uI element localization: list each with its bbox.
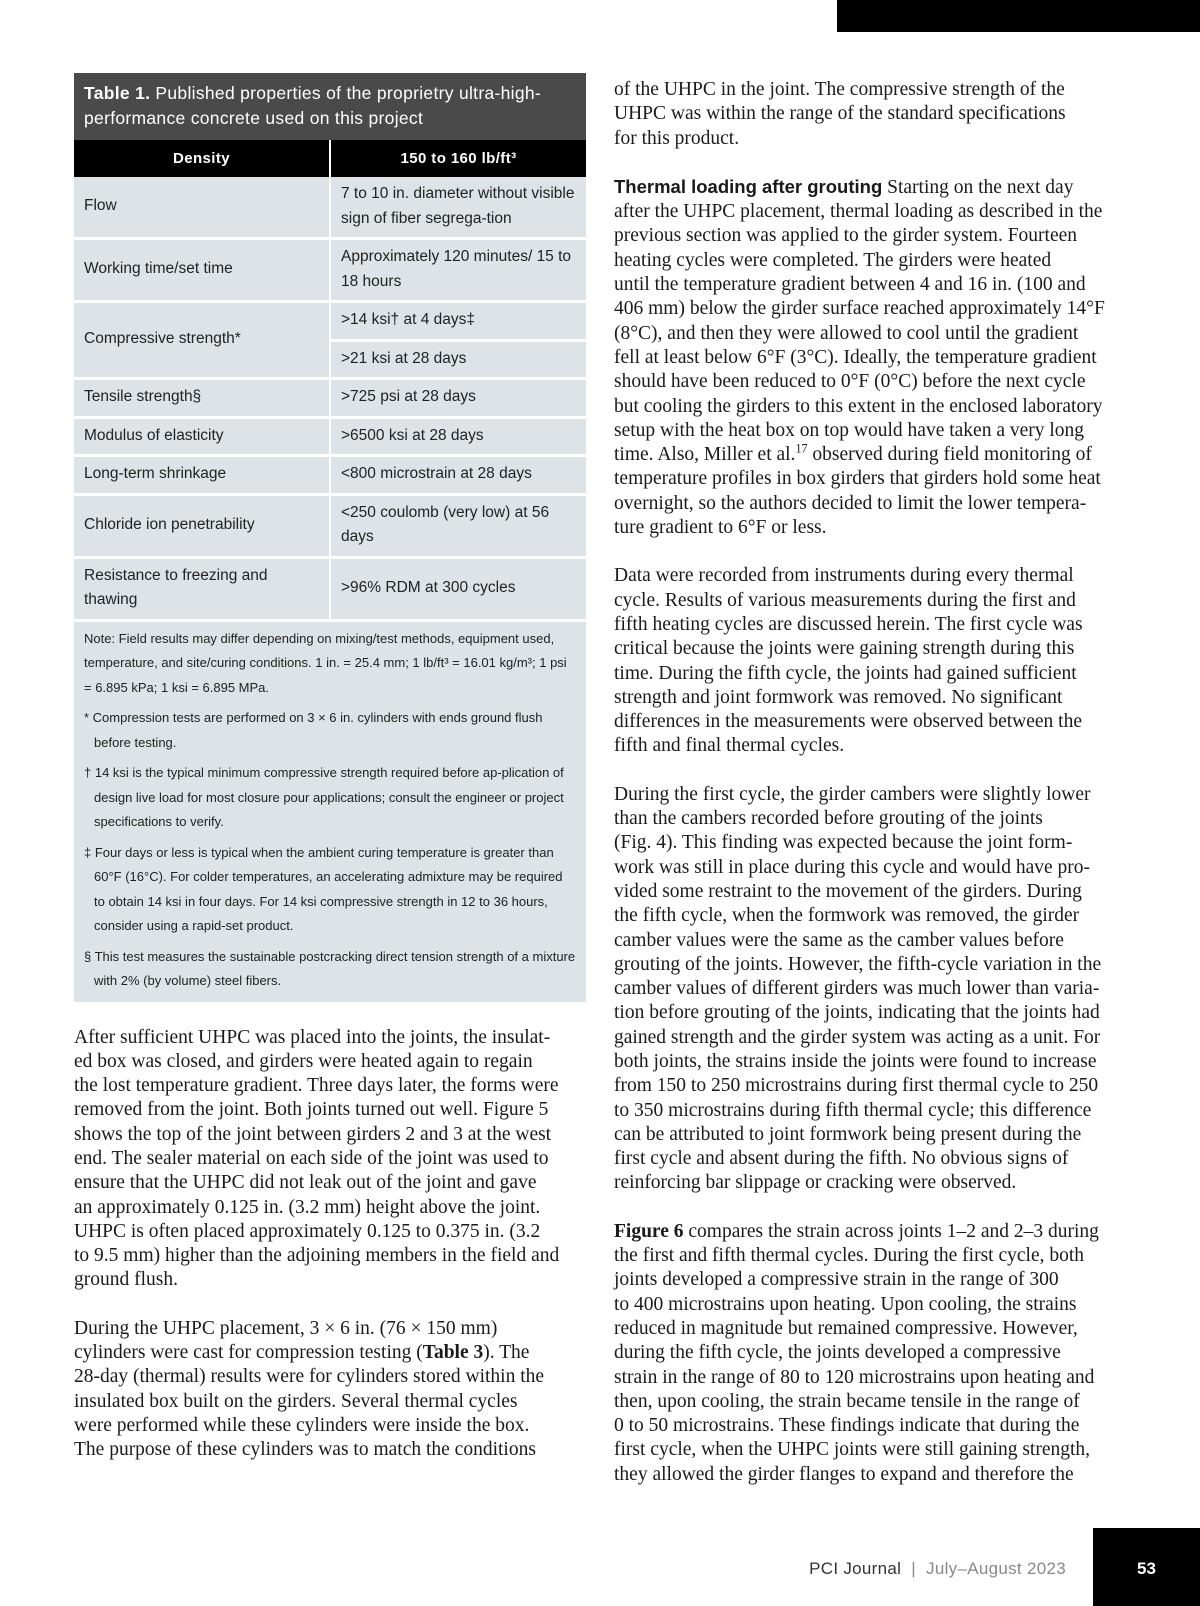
text-line: ed box was closed, and girders were heated again to regain	[74, 1050, 533, 1072]
thermal-loading-paragraph	[614, 175, 1128, 540]
table-row	[74, 379, 586, 418]
text-line: 28-day (thermal) results were for cylinders stored within the	[74, 1366, 545, 1388]
text-line	[614, 175, 1128, 200]
row-value: >6500 ksi at 28 days	[330, 417, 586, 456]
table-header-row	[74, 140, 586, 177]
text-line: were performed while these cylinders were inside the box.	[74, 1414, 530, 1436]
text-line: gained strength and the girder system was acting as a unit. For	[614, 1026, 1101, 1048]
page-footer	[0, 1558, 1200, 1606]
text-line: but cooling the girders to this extent in the enclosed laboratory	[614, 395, 1103, 417]
first-cycle-paragraph	[614, 783, 1128, 1196]
text-line: cycle. Results of various measurements during the first and	[614, 589, 1076, 611]
row-key: Modulus of elasticity	[74, 417, 330, 456]
text-line: after the UHPC placement, thermal loading as described in the	[614, 201, 1103, 223]
row-key: Long-term shrinkage	[74, 456, 330, 495]
right-column	[614, 78, 1128, 1487]
row-value: <800 microstrain at 28 days	[330, 456, 586, 495]
table-row	[74, 494, 586, 557]
text-line: heating cycles were completed. The girders were heated	[614, 249, 1052, 271]
left-paragraph-2	[74, 1317, 586, 1463]
text-line: strength and joint formwork was removed. No significant	[614, 686, 1063, 708]
text-run: Starting on the next day	[882, 176, 1074, 198]
row-value: >725 psi at 28 days	[330, 379, 586, 418]
text-line: until the temperature gradient between 4 and 16 in. (100 and	[614, 274, 1086, 296]
text-line: reduced in magnitude but remained compressive. However,	[614, 1317, 1078, 1339]
text-line: should have been reduced to 0°F (0°C) before the next cycle	[614, 371, 1086, 393]
text-line: first cycle, when the UHPC joints were still gaining strength,	[614, 1439, 1091, 1461]
footnote-dagger: † 14 ksi is the typical minimum compressive strength required before ap-plication of design live load for most closure pour applications; consult the engineer or project specifications to verify.	[84, 765, 564, 829]
text-line: the lost temperature gradient. Three days later, the forms were	[74, 1075, 559, 1097]
row-value: >96% RDM at 300 cycles	[330, 557, 586, 620]
text-line: both joints, the strains inside the joints were found to increase	[614, 1050, 1097, 1072]
text-line: time. During the fifth cycle, the joints had gained sufficient	[614, 662, 1077, 684]
text-line: work was still in place during this cycle and would have pro-	[614, 856, 1091, 878]
text-run: ). The	[483, 1342, 530, 1364]
text-line: ground flush.	[74, 1269, 178, 1291]
journal-name: PCI Journal	[809, 1559, 902, 1578]
text-line	[74, 1341, 586, 1365]
text-line: than the cambers recorded before grouting of the joints	[614, 808, 1043, 830]
text-line: Data were recorded from instruments during every thermal	[614, 565, 1074, 587]
text-line: UHPC is often placed approximately 0.125 to 0.375 in. (3.2	[74, 1220, 541, 1242]
table-caption-label: Table 1.	[84, 83, 151, 103]
row-key: Resistance to freezing and thawing	[74, 557, 330, 620]
text-line: ensure that the UHPC did not leak out of the joint and gave	[74, 1172, 537, 1194]
text-line: end. The sealer material on each side of the joint was used to	[74, 1147, 549, 1169]
properties-table	[74, 140, 586, 622]
text-line: removed from the joint. Both joints turned out well. Figure 5	[74, 1099, 549, 1121]
footer-separator: |	[901, 1559, 927, 1578]
footer-journal-info	[809, 1558, 1066, 1580]
text-line: temperature profiles in box girders that girders hold some heat	[614, 468, 1101, 490]
row-key: Flow	[74, 177, 330, 239]
text-line: During the UHPC placement, 3 × 6 in. (76 × 150 mm)	[74, 1317, 498, 1339]
footnote-section: § This test measures the sustainable postcracking direct tension strength of a mixture with 2% (by volume) steel fibers.	[84, 948, 576, 988]
text-line: joints developed a compressive strain in the range of 300	[614, 1269, 1059, 1291]
text-line: grouting of the joints. However, the fifth-cycle variation in the	[614, 953, 1102, 975]
section-run-in-heading: Thermal loading after grouting	[614, 175, 883, 197]
row-value-2: >21 ksi at 28 days	[330, 340, 586, 379]
text-line	[614, 1220, 1128, 1244]
text-line: reinforcing bar slippage or cracking were observed.	[614, 1172, 1017, 1194]
text-line: After sufficient UHPC was placed into the joints, the insulat-	[74, 1026, 551, 1048]
text-line	[614, 443, 1128, 467]
text-line: shows the top of the joint between girders 2 and 3 at the west	[74, 1123, 552, 1145]
header-value: 150 to 160 lb/ft³	[330, 140, 586, 177]
text-line: during the fifth cycle, the joints developed a compressive	[614, 1342, 1061, 1364]
data-recorded-paragraph	[614, 564, 1128, 758]
table-notes	[74, 622, 586, 1002]
text-line: can be attributed to joint formwork being present during the	[614, 1123, 1082, 1145]
text-line: for this product.	[614, 127, 740, 149]
text-line: During the first cycle, the girder cambers were slightly lower	[614, 783, 1091, 805]
text-line: 406 mm) below the girder surface reached approximately 14°F	[614, 298, 1105, 320]
text-line: vided some restraint to the movement of the girders. During	[614, 880, 1082, 902]
footnote-asterisk: * Compression tests are performed on 3 × 6 in. cylinders with ends ground flush before testing.	[84, 710, 543, 750]
text-line: from 150 to 250 microstrains during first thermal cycle to 250	[614, 1075, 1099, 1097]
table-row	[74, 302, 586, 341]
text-line: differences in the measurements were observed between the	[614, 711, 1082, 733]
row-key: Tensile strength§	[74, 379, 330, 418]
header-key: Density	[74, 140, 330, 177]
text-line: tion before grouting of the joints, indicating that the joints had	[614, 1002, 1100, 1024]
table-row	[74, 456, 586, 495]
text-run: observed during field monitoring of	[807, 444, 1092, 466]
row-value: 7 to 10 in. diameter without visible sign of fiber segrega-tion	[330, 177, 586, 239]
text-line: to 400 microstrains upon heating. Upon cooling, the strains	[614, 1293, 1077, 1315]
text-line: UHPC was within the range of the standard specifications	[614, 103, 1066, 125]
table-row	[74, 239, 586, 302]
text-line: critical because the joints were gaining strength during this	[614, 638, 1075, 660]
text-line: an approximately 0.125 in. (3.2 mm) height above the joint.	[74, 1196, 541, 1218]
table-caption-text: Published properties of the proprietry ultra-high-performance concrete used on this project	[84, 83, 542, 128]
text-line: the fifth cycle, when the formwork was removed, the girder	[614, 905, 1080, 927]
top-black-bar	[837, 0, 1200, 32]
text-line: (Fig. 4). This finding was expected because the joint form-	[614, 832, 1073, 854]
text-line: to 350 microstrains during fifth thermal cycle; this difference	[614, 1099, 1092, 1121]
text-line: insulated box built on the girders. Several thermal cycles	[74, 1390, 518, 1412]
text-line: fell at least below 6°F (3°C). Ideally, the temperature gradient	[614, 346, 1097, 368]
text-line: the first and fifth thermal cycles. During the first cycle, both	[614, 1245, 1085, 1267]
issue-date: July–August 2023	[926, 1559, 1066, 1578]
text-line: to 9.5 mm) higher than the adjoining members in the field and	[74, 1245, 560, 1267]
text-line: strain in the range of 80 to 120 microstrains upon heating and	[614, 1366, 1095, 1388]
row-key: Compressive strength*	[74, 302, 330, 379]
page-number: 53	[1137, 1559, 1156, 1578]
text-line: camber values of different girders was much lower than varia-	[614, 978, 1100, 1000]
right-paragraph-1	[614, 78, 1128, 151]
text-line: they allowed the girder flanges to expand and therefore the	[614, 1463, 1074, 1485]
table-row	[74, 177, 586, 239]
text-line: then, upon cooling, the strain became tensile in the range of	[614, 1390, 1080, 1412]
row-value: <250 coulomb (very low) at 56 days	[330, 494, 586, 557]
text-line: ture gradient to 6°F or less.	[614, 517, 827, 539]
row-value: Approximately 120 minutes/ 15 to 18 hours	[330, 239, 586, 302]
text-line: The purpose of these cylinders was to match the conditions	[74, 1439, 536, 1461]
table-caption	[74, 73, 586, 140]
text-run: compares the strain across joints 1–2 and 2–3 during	[683, 1220, 1099, 1242]
table-row	[74, 557, 586, 620]
left-paragraph-1	[74, 1026, 586, 1293]
figure-6-reference: Figure 6	[614, 1220, 684, 1242]
figure-6-paragraph	[614, 1220, 1128, 1487]
text-line: (8°C), and then they were allowed to cool until the gradient	[614, 322, 1079, 344]
text-line: previous section was applied to the girder system. Fourteen	[614, 225, 1078, 247]
table-note: Note: Field results may differ depending on mixing/test methods, equipment used, temperature, and site/curing conditions. 1 in. = 25.4 mm; 1 lb/ft³ = 16.01 kg/m³; 1 psi = 6.895 kPa; 1 ksi = 6.895 MPa.	[84, 630, 567, 695]
table-3-reference: Table 3	[422, 1342, 484, 1364]
row-value: >14 ksi† at 4 days‡	[330, 302, 586, 341]
text-line: of the UHPC in the joint. The compressive strength of the	[614, 79, 1065, 100]
page-number-box	[1093, 1528, 1200, 1606]
text-line: overnight, so the authors decided to limit the lower tempera-	[614, 492, 1087, 514]
reference-number: 17	[795, 441, 808, 456]
text-line: setup with the heat box on top would have taken a very long	[614, 419, 1085, 441]
row-key: Chloride ion penetrability	[74, 494, 330, 557]
text-line: fifth and final thermal cycles.	[614, 735, 845, 757]
text-run: cylinders were cast for compression testing (	[74, 1342, 423, 1364]
row-key: Working time/set time	[74, 239, 330, 302]
table-row	[74, 417, 586, 456]
text-run: time. Also, Miller et al.	[614, 444, 796, 466]
footnote-double-dagger: ‡ Four days or less is typical when the ambient curing temperature is greater than 60°F (16°C). For colder temperatures, an accelerating admixture may be required to obtain 14 ksi in four days. For 14 ksi compressive strength in 12 to 36 hours, consider using a rapid-set product.	[84, 844, 563, 933]
text-line: fifth heating cycles are discussed herein. The first cycle was	[614, 613, 1083, 635]
table-1	[74, 73, 586, 1002]
left-column	[74, 73, 586, 1463]
text-line: camber values were the same as the camber values before	[614, 929, 1064, 951]
text-line: 0 to 50 microstrains. These findings indicate that during the	[614, 1415, 1080, 1437]
text-line: first cycle and absent during the fifth. No obvious signs of	[614, 1148, 1069, 1170]
